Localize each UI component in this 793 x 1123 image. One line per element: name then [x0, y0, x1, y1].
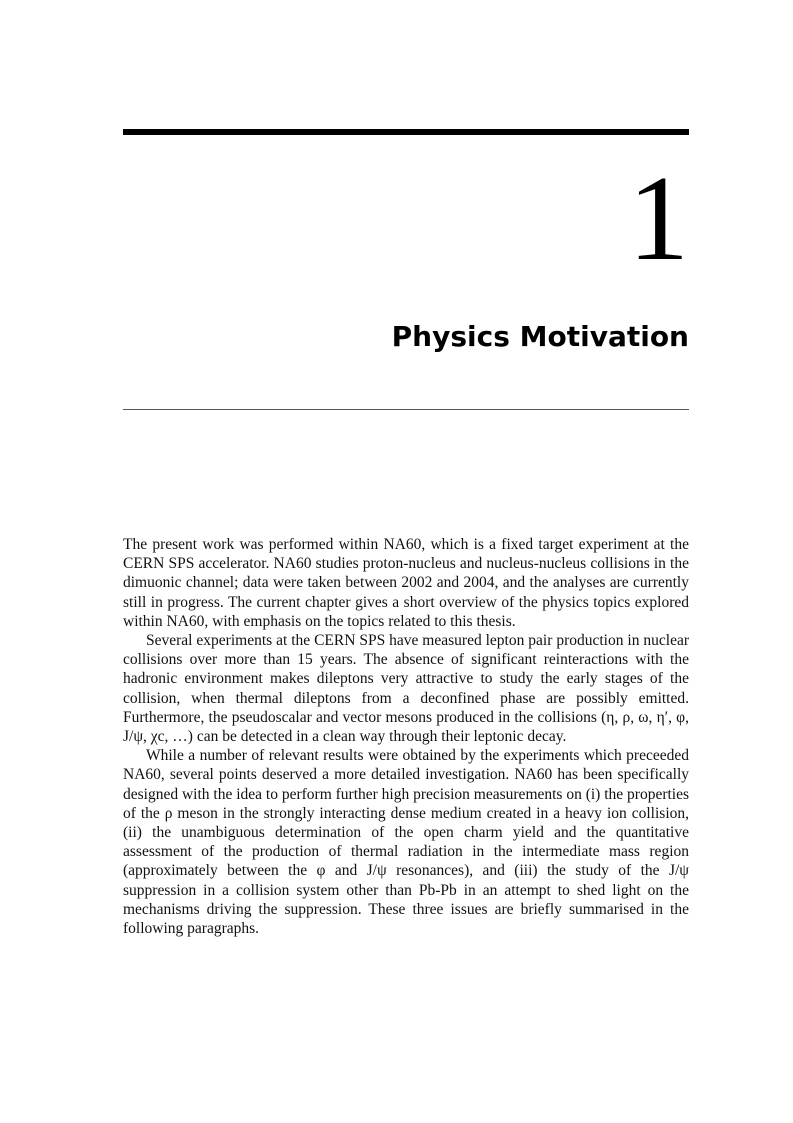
chapter-body — [123, 535, 689, 938]
paragraph-na60-goals: While a number of relevant results were obtained by the experiments which preceeded NA60, several points deserved a more detailed investigation. NA60 has been specifically designed with the idea to perform further high precision measurements on (i) the properties of the ρ meson in the strongly interacting dense medium created in a heavy ion collision, (ii) the unambiguous determination of the open charm yield and the quantitative assessment of the production of thermal radiation in the intermediate mass region (approximately between the φ and J/ψ resonances), and (iii) the study of the J/ψ suppression in a collision system other than Pb-Pb in an attempt to shed light on the mechanisms driving the suppression. These three issues are briefly summarised in the following paragraphs. — [123, 747, 690, 938]
paragraph-lepton-pairs: Several experiments at the CERN SPS have measured lepton pair production in nuclear collisions over more than 15 years. The absence of significant reinteractions with the hadronic environment makes dileptons very attractive to study the early stages of the collision, when thermal dileptons from a deconfined phase are possibly emitted. Furthermore, the pseudoscalar and vector mesons produced in the collisions (η, ρ, ω, η′, φ, J/ψ, χc, …) can be detected in a clean way through their leptonic decay. — [123, 632, 689, 746]
paragraph-intro: The present work was performed within NA60, which is a fixed target experiment at the CERN SPS accelerator. NA60 studies proton-nucleus and nucleus-nucleus collisions in the dimuonic channel; data were taken between 2002 and 2004, and the analyses are currently still in progress. The current chapter gives a short overview of the physics topics explored within NA60, with emphasis on the topics related to this thesis. — [123, 536, 689, 630]
chapter-number: 1 — [628, 151, 689, 286]
chapter-title: Physics Motivation — [391, 319, 689, 353]
chapter-top-rule — [123, 129, 689, 135]
chapter-separator-rule — [123, 409, 689, 410]
